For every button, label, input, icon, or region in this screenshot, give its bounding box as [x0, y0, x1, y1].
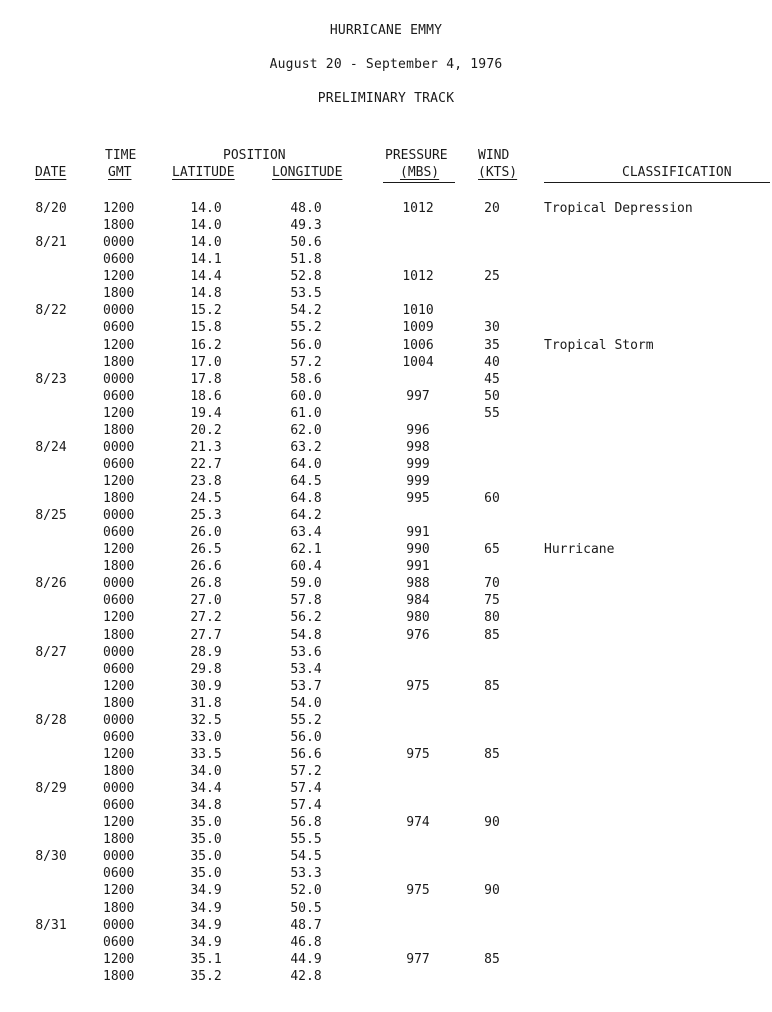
- column-header-mbs: (MBS): [400, 165, 440, 180]
- classification-cell: Hurricane: [544, 542, 615, 558]
- longitude-cell: 57.2: [290, 354, 322, 370]
- column-header-wind: WIND: [478, 148, 510, 163]
- time-cell: 1200: [103, 815, 135, 831]
- latitude-cell: 34.9: [190, 917, 222, 933]
- longitude-cell: 57.4: [290, 798, 322, 814]
- longitude-cell: 63.2: [290, 439, 322, 455]
- table-row: [0, 628, 772, 645]
- table-row: [0, 798, 772, 815]
- date-cell: 8/31: [35, 917, 67, 933]
- column-header-position: POSITION: [223, 148, 286, 163]
- longitude-cell: 44.9: [290, 951, 322, 967]
- latitude-cell: 21.3: [190, 439, 222, 455]
- longitude-cell: 58.6: [290, 371, 322, 387]
- pressure-cell: 991: [406, 525, 430, 541]
- latitude-cell: 14.8: [190, 286, 222, 302]
- table-row: [0, 832, 772, 849]
- latitude-cell: 34.4: [190, 781, 222, 796]
- latitude-cell: 27.2: [190, 610, 222, 626]
- table-row: [0, 372, 772, 389]
- latitude-cell: 14.0: [190, 201, 222, 216]
- table-row: [0, 559, 772, 576]
- table-row: [0, 645, 772, 662]
- date-cell: 8/28: [35, 712, 67, 728]
- table-row: [0, 679, 772, 696]
- pressure-cell: 1012: [402, 269, 434, 285]
- table-row: [0, 235, 772, 252]
- longitude-cell: 50.5: [290, 900, 322, 916]
- pressure-cell: 977: [406, 951, 430, 967]
- longitude-cell: 53.7: [290, 678, 322, 694]
- longitude-cell: 63.4: [290, 525, 322, 541]
- wind-cell: 65: [484, 542, 500, 558]
- latitude-cell: 15.8: [190, 320, 222, 336]
- table-row: [0, 901, 772, 918]
- date-cell: 8/24: [35, 439, 67, 455]
- time-cell: 0600: [103, 525, 135, 541]
- table-row: [0, 918, 772, 935]
- wind-cell: 25: [484, 269, 500, 285]
- time-cell: 1800: [103, 286, 135, 302]
- column-header-kts: (KTS): [478, 165, 518, 180]
- pressure-cell: 996: [406, 422, 430, 438]
- wind-cell: 35: [484, 337, 500, 353]
- table-row: [0, 508, 772, 525]
- longitude-cell: 56.2: [290, 610, 322, 626]
- time-cell: 0600: [103, 252, 135, 268]
- longitude-cell: 48.7: [290, 917, 322, 933]
- time-cell: 1200: [103, 201, 135, 216]
- latitude-cell: 35.0: [190, 866, 222, 882]
- pressure-cell: 998: [406, 439, 430, 455]
- date-cell: 8/27: [35, 644, 67, 660]
- time-cell: 0000: [103, 235, 135, 251]
- longitude-cell: 56.0: [290, 729, 322, 745]
- table-row: [0, 849, 772, 866]
- time-cell: 1800: [103, 218, 135, 234]
- time-cell: 0600: [103, 593, 135, 609]
- table-row: [0, 457, 772, 474]
- longitude-cell: 56.8: [290, 815, 322, 831]
- pressure-cell: 1009: [402, 320, 434, 336]
- wind-cell: 45: [484, 371, 500, 387]
- time-cell: 1200: [103, 746, 135, 762]
- longitude-cell: 54.0: [290, 695, 322, 711]
- latitude-cell: 35.1: [190, 951, 222, 967]
- table-row: [0, 610, 772, 627]
- latitude-cell: 34.9: [190, 883, 222, 899]
- date-cell: 8/25: [35, 508, 67, 524]
- pressure-cell: 990: [406, 542, 430, 558]
- longitude-cell: 62.1: [290, 542, 322, 558]
- pressure-cell: 976: [406, 627, 430, 643]
- longitude-cell: 57.8: [290, 593, 322, 609]
- table-row: [0, 883, 772, 900]
- latitude-cell: 14.4: [190, 269, 222, 285]
- latitude-cell: 27.7: [190, 627, 222, 643]
- time-cell: 0000: [103, 917, 135, 933]
- latitude-cell: 34.9: [190, 900, 222, 916]
- column-header-classification: CLASSIFICATION: [622, 165, 732, 180]
- latitude-cell: 14.0: [190, 235, 222, 251]
- date-cell: 8/26: [35, 576, 67, 592]
- wind-cell: 70: [484, 576, 500, 592]
- date-cell: 8/23: [35, 371, 67, 387]
- table-row: [0, 969, 772, 986]
- time-cell: 1800: [103, 559, 135, 575]
- column-header-date: DATE: [35, 165, 67, 180]
- table-row: [0, 935, 772, 952]
- time-cell: 0600: [103, 866, 135, 882]
- time-cell: 1200: [103, 337, 135, 353]
- latitude-cell: 25.3: [190, 508, 222, 524]
- latitude-cell: 14.0: [190, 218, 222, 234]
- longitude-cell: 46.8: [290, 934, 322, 950]
- time-cell: 1800: [103, 764, 135, 779]
- longitude-cell: 55.5: [290, 832, 322, 848]
- table-row: [0, 389, 772, 406]
- latitude-cell: 29.8: [190, 661, 222, 677]
- longitude-cell: 62.0: [290, 422, 322, 438]
- time-cell: 1800: [103, 491, 135, 506]
- pressure-cell: 988: [406, 576, 430, 592]
- pressure-cell: 974: [406, 815, 430, 831]
- wind-cell: 55: [484, 405, 500, 421]
- latitude-cell: 34.8: [190, 798, 222, 814]
- longitude-cell: 64.5: [290, 474, 322, 489]
- column-header-latitude: LATITUDE: [172, 165, 235, 180]
- pressure-cell: 997: [406, 388, 430, 404]
- time-cell: 1200: [103, 678, 135, 694]
- latitude-cell: 31.8: [190, 695, 222, 711]
- time-cell: 0000: [103, 644, 135, 660]
- wind-cell: 75: [484, 593, 500, 609]
- table-row: [0, 269, 772, 286]
- longitude-cell: 56.0: [290, 337, 322, 353]
- longitude-cell: 61.0: [290, 405, 322, 421]
- longitude-cell: 56.6: [290, 746, 322, 762]
- wind-cell: 20: [484, 201, 500, 216]
- table-row: [0, 781, 772, 798]
- longitude-cell: 64.2: [290, 508, 322, 524]
- pressure-cell: 984: [406, 593, 430, 609]
- pressure-cell: 999: [406, 456, 430, 472]
- time-cell: 1800: [103, 354, 135, 370]
- column-header-time: TIME: [105, 148, 137, 163]
- time-cell: 1200: [103, 474, 135, 489]
- table-row: [0, 730, 772, 747]
- time-cell: 0600: [103, 798, 135, 814]
- wind-cell: 90: [484, 815, 500, 831]
- time-cell: 0600: [103, 661, 135, 677]
- table-row: [0, 423, 772, 440]
- date-cell: 8/20: [35, 201, 67, 216]
- wind-cell: 60: [484, 491, 500, 506]
- wind-cell: 85: [484, 951, 500, 967]
- time-cell: 0600: [103, 320, 135, 336]
- table-row: [0, 320, 772, 337]
- table-row: [0, 201, 772, 218]
- latitude-cell: 28.9: [190, 644, 222, 660]
- wind-cell: 30: [484, 320, 500, 336]
- latitude-cell: 23.8: [190, 474, 222, 489]
- time-cell: 0000: [103, 781, 135, 796]
- table-row: [0, 218, 772, 235]
- time-cell: 0600: [103, 456, 135, 472]
- longitude-cell: 51.8: [290, 252, 322, 268]
- date-cell: 8/30: [35, 849, 67, 865]
- time-cell: 1200: [103, 542, 135, 558]
- latitude-cell: 20.2: [190, 422, 222, 438]
- table-row: [0, 525, 772, 542]
- time-cell: 1800: [103, 968, 135, 984]
- latitude-cell: 22.7: [190, 456, 222, 472]
- latitude-cell: 35.2: [190, 968, 222, 984]
- wind-cell: 90: [484, 883, 500, 899]
- time-cell: 0000: [103, 576, 135, 592]
- time-cell: 1200: [103, 883, 135, 899]
- latitude-cell: 35.0: [190, 815, 222, 831]
- time-cell: 1800: [103, 695, 135, 711]
- latitude-cell: 18.6: [190, 388, 222, 404]
- time-cell: 0000: [103, 439, 135, 455]
- time-cell: 1800: [103, 832, 135, 848]
- time-cell: 1800: [103, 627, 135, 643]
- table-row: [0, 303, 772, 320]
- latitude-cell: 15.2: [190, 303, 222, 319]
- column-header-longitude: LONGITUDE: [272, 165, 343, 180]
- latitude-cell: 32.5: [190, 712, 222, 728]
- latitude-cell: 35.0: [190, 832, 222, 848]
- time-cell: 1200: [103, 951, 135, 967]
- document-subtitle: PRELIMINARY TRACK: [317, 91, 455, 106]
- longitude-cell: 59.0: [290, 576, 322, 592]
- pressure-cell: 999: [406, 474, 430, 489]
- latitude-cell: 26.5: [190, 542, 222, 558]
- longitude-cell: 54.2: [290, 303, 322, 319]
- time-cell: 1800: [103, 900, 135, 916]
- pressure-cell: 975: [406, 883, 430, 899]
- longitude-cell: 54.5: [290, 849, 322, 865]
- pressure-cell: 1006: [402, 337, 434, 353]
- longitude-cell: 60.4: [290, 559, 322, 575]
- longitude-cell: 57.4: [290, 781, 322, 796]
- latitude-cell: 33.5: [190, 746, 222, 762]
- latitude-cell: 14.1: [190, 252, 222, 268]
- time-cell: 1800: [103, 422, 135, 438]
- time-cell: 0600: [103, 934, 135, 950]
- table-row: [0, 474, 772, 491]
- longitude-cell: 49.3: [290, 218, 322, 234]
- longitude-cell: 53.3: [290, 866, 322, 882]
- wind-cell: 80: [484, 610, 500, 626]
- pressure-cell: 980: [406, 610, 430, 626]
- longitude-cell: 55.2: [290, 712, 322, 728]
- classification-cell: Tropical Storm: [544, 337, 654, 353]
- latitude-cell: 27.0: [190, 593, 222, 609]
- longitude-cell: 53.5: [290, 286, 322, 302]
- table-row: [0, 662, 772, 679]
- pressure-cell: 975: [406, 746, 430, 762]
- table-row: [0, 696, 772, 713]
- time-cell: 0000: [103, 303, 135, 319]
- table-row: [0, 764, 772, 781]
- longitude-cell: 42.8: [290, 968, 322, 984]
- table-row: [0, 593, 772, 610]
- longitude-cell: 64.8: [290, 491, 322, 506]
- longitude-cell: 60.0: [290, 388, 322, 404]
- table-row: [0, 747, 772, 764]
- longitude-cell: 48.0: [290, 201, 322, 216]
- table-row: [0, 952, 772, 969]
- wind-cell: 85: [484, 678, 500, 694]
- latitude-cell: 35.0: [190, 849, 222, 865]
- table-row: [0, 576, 772, 593]
- time-cell: 1200: [103, 610, 135, 626]
- document-title: HURRICANE EMMY: [329, 23, 443, 38]
- column-header-pressure: PRESSURE: [385, 148, 448, 163]
- classification-cell: Tropical Depression: [544, 201, 693, 216]
- latitude-cell: 17.0: [190, 354, 222, 370]
- wind-cell: 40: [484, 354, 500, 370]
- table-row: [0, 440, 772, 457]
- longitude-cell: 53.4: [290, 661, 322, 677]
- longitude-cell: 53.6: [290, 644, 322, 660]
- time-cell: 1200: [103, 405, 135, 421]
- time-cell: 1200: [103, 269, 135, 285]
- longitude-cell: 64.0: [290, 456, 322, 472]
- table-row: [0, 713, 772, 730]
- latitude-cell: 19.4: [190, 405, 222, 421]
- table-row: [0, 355, 772, 372]
- time-cell: 0000: [103, 508, 135, 524]
- pressure-cell: 991: [406, 559, 430, 575]
- table-row: [0, 815, 772, 832]
- latitude-cell: 16.2: [190, 337, 222, 353]
- time-cell: 0600: [103, 388, 135, 404]
- latitude-cell: 30.9: [190, 678, 222, 694]
- pressure-cell: 1010: [402, 303, 434, 319]
- latitude-cell: 26.0: [190, 525, 222, 541]
- pressure-cell: 1012: [402, 201, 434, 216]
- longitude-cell: 52.8: [290, 269, 322, 285]
- table-row: [0, 491, 772, 508]
- time-cell: 0000: [103, 712, 135, 728]
- longitude-cell: 52.0: [290, 883, 322, 899]
- wind-cell: 85: [484, 627, 500, 643]
- wind-cell: 50: [484, 388, 500, 404]
- latitude-cell: 17.8: [190, 371, 222, 387]
- latitude-cell: 34.9: [190, 934, 222, 950]
- time-cell: 0000: [103, 371, 135, 387]
- longitude-cell: 55.2: [290, 320, 322, 336]
- pressure-cell: 1004: [402, 354, 434, 370]
- pressure-cell: 995: [406, 491, 430, 506]
- time-cell: 0000: [103, 849, 135, 865]
- date-cell: 8/22: [35, 303, 67, 319]
- latitude-cell: 33.0: [190, 729, 222, 745]
- table-row: [0, 406, 772, 423]
- table-row: [0, 542, 772, 559]
- table-row: [0, 338, 772, 355]
- longitude-cell: 54.8: [290, 627, 322, 643]
- wind-cell: 85: [484, 746, 500, 762]
- table-row: [0, 866, 772, 883]
- longitude-cell: 57.2: [290, 764, 322, 779]
- latitude-cell: 26.8: [190, 576, 222, 592]
- longitude-cell: 50.6: [290, 235, 322, 251]
- date-cell: 8/29: [35, 781, 67, 796]
- latitude-cell: 34.0: [190, 764, 222, 779]
- time-cell: 0600: [103, 729, 135, 745]
- table-row: [0, 286, 772, 303]
- table-row: [0, 252, 772, 269]
- date-cell: 8/21: [35, 235, 67, 251]
- pressure-cell: 975: [406, 678, 430, 694]
- date-range: August 20 - September 4, 1976: [269, 57, 503, 72]
- latitude-cell: 24.5: [190, 491, 222, 506]
- latitude-cell: 26.6: [190, 559, 222, 575]
- column-header-gmt: GMT: [108, 165, 132, 180]
